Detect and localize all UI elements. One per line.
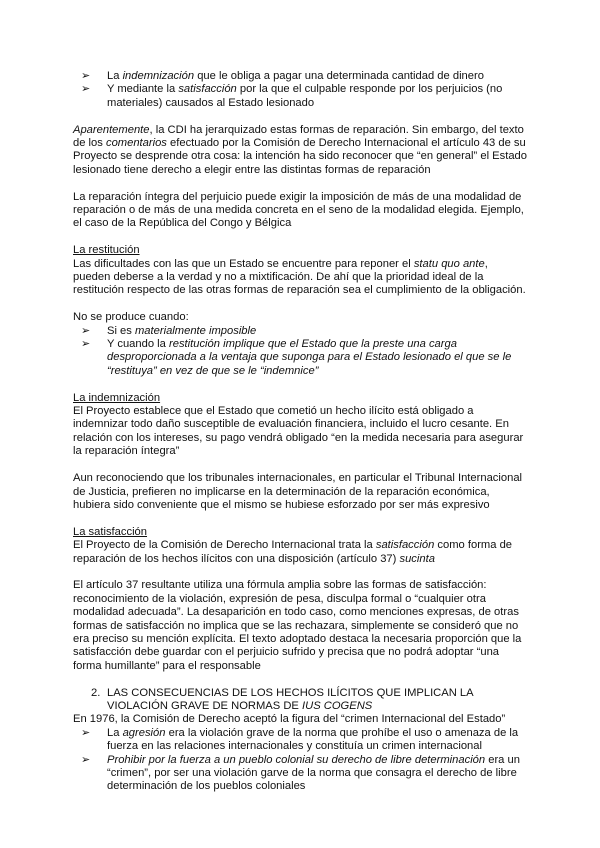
list-item: ➢ Prohibir por la fuerza a un pueblo colonial su derecho de libre determinación era un “crimen”, por ser una violación garve de la norma que consagra el derecho de libre determinación de los pueblos coloniales — [81, 753, 520, 793]
arrow-bullet-icon: ➢ — [81, 83, 91, 96]
numbered-heading: 2. LAS CONSECUENCIAS DE LOS HECHOS ILÍCITOS QUE IMPLICAN LA VIOLACIÓN GRAVE DE NORMAS DE IUS COGENS — [91, 686, 473, 712]
paragraph: El Proyecto de la Comisión de Derecho Internacional trata la satisfacción como forma de reparación de los hechos ilícitos con una disposición (artículo 37) sucinta — [73, 539, 513, 565]
arrow-bullet-icon: ➢ — [81, 338, 91, 351]
paragraph: Aun reconociendo que los tribunales internacionales, en particular el Tribunal Internacional de Justicia, prefieren no implicarse en la determinación de la reparación económica, hubiera sido conveniente que el mismo se hubiese esforzado por ser más expresivo — [73, 472, 523, 511]
list-item: ➢ Y mediante la satisfacción por la que el culpable responde por los perjuicios (no materiales) causados al Estado lesionado — [81, 83, 503, 109]
list-item: ➢ La indemnización que le obliga a pagar una determinada cantidad de dinero — [81, 70, 484, 82]
paragraph: Aparentemente, la CDI ha jerarquizado estas formas de reparación. Sin embargo, del texto de los comentarios efectuado por la Comisión de Derecho Internacional el artículo 43 de su Proyecto se desprende otra cosa: la intención ha sido reconocer que “en general” el Estado lesionado tiene derecho a elegir entre las distintas formas de reparación — [73, 123, 527, 176]
paragraph: La reparación íntegra del perjuicio puede exigir la imposición de más de una modalidad de reparación o de más de una medida concreta en el seno de la modalidad elegida. Ejemplo, el caso de la República del Congo y Bélgica — [73, 190, 524, 230]
paragraph: El artículo 37 resultante utiliza una fórmula amplia sobre las formas de satisfacción: reconocimiento de la violación, expresión de pesa, disculpa formal o “cualquier otra modalidad adecuada”. La desaparición en todo caso, como menciones expresas, de otras formas de satisfacción no implica que se las rechazara, simplemente se consideró que no era preciso su mención explícita. El texto adoptado destaca la necesaria proporción que la satisfacción debe guardar con el perjuicio sufrido y precisa que no podrá adoptar “una forma humillante” para el responsable — [73, 579, 522, 672]
list-item: ➢ Si es materialmente imposible — [81, 324, 257, 337]
list-item: ➢ Y cuando la restitución implique que el Estado que la preste una carga desproporcionada a la ventaja que suponga para el Estado lesionado el que se le “restituya” en vez de que se le “indemnice” — [81, 338, 512, 377]
section-heading: La restitución — [73, 244, 140, 257]
paragraph: En 1976, la Comisión de Derecho aceptó la figura del “crimen Internacional del Estado” — [73, 713, 506, 726]
section-heading: La indemnización — [73, 391, 161, 404]
paragraph: El Proyecto establece que el Estado que cometió un hecho ilícito está obligado a indemnizar todo daño susceptible de evaluación financiera, incluido el lucro cesante. En relación con los intereses, su pago vendrá obligado “en la medida necesaria para asegurar la reparación íntegra” — [73, 405, 524, 458]
arrow-bullet-icon: ➢ — [81, 753, 91, 766]
paragraph: No se produce cuando: — [73, 311, 189, 324]
arrow-bullet-icon: ➢ — [81, 70, 91, 82]
arrow-bullet-icon: ➢ — [81, 726, 91, 739]
list-item: ➢ La agresión era la violación grave de la norma que prohíbe el uso o amenaza de la fuerza en las relaciones internacionales y constituía un crimen internacional — [81, 726, 519, 753]
section-heading: La satisfacción — [73, 525, 148, 538]
paragraph: Las dificultades con las que un Estado se encuentre para reponer el statu quo ante, pueden deberse a la verdad y no a mixtificación. De ahí que la prioridad ideal de la restitución respecto de las otras formas de reparación sea el cumplimiento de la obligación. — [73, 257, 526, 297]
document-page — [73, 70, 528, 794]
arrow-bullet-icon: ➢ — [81, 324, 91, 337]
